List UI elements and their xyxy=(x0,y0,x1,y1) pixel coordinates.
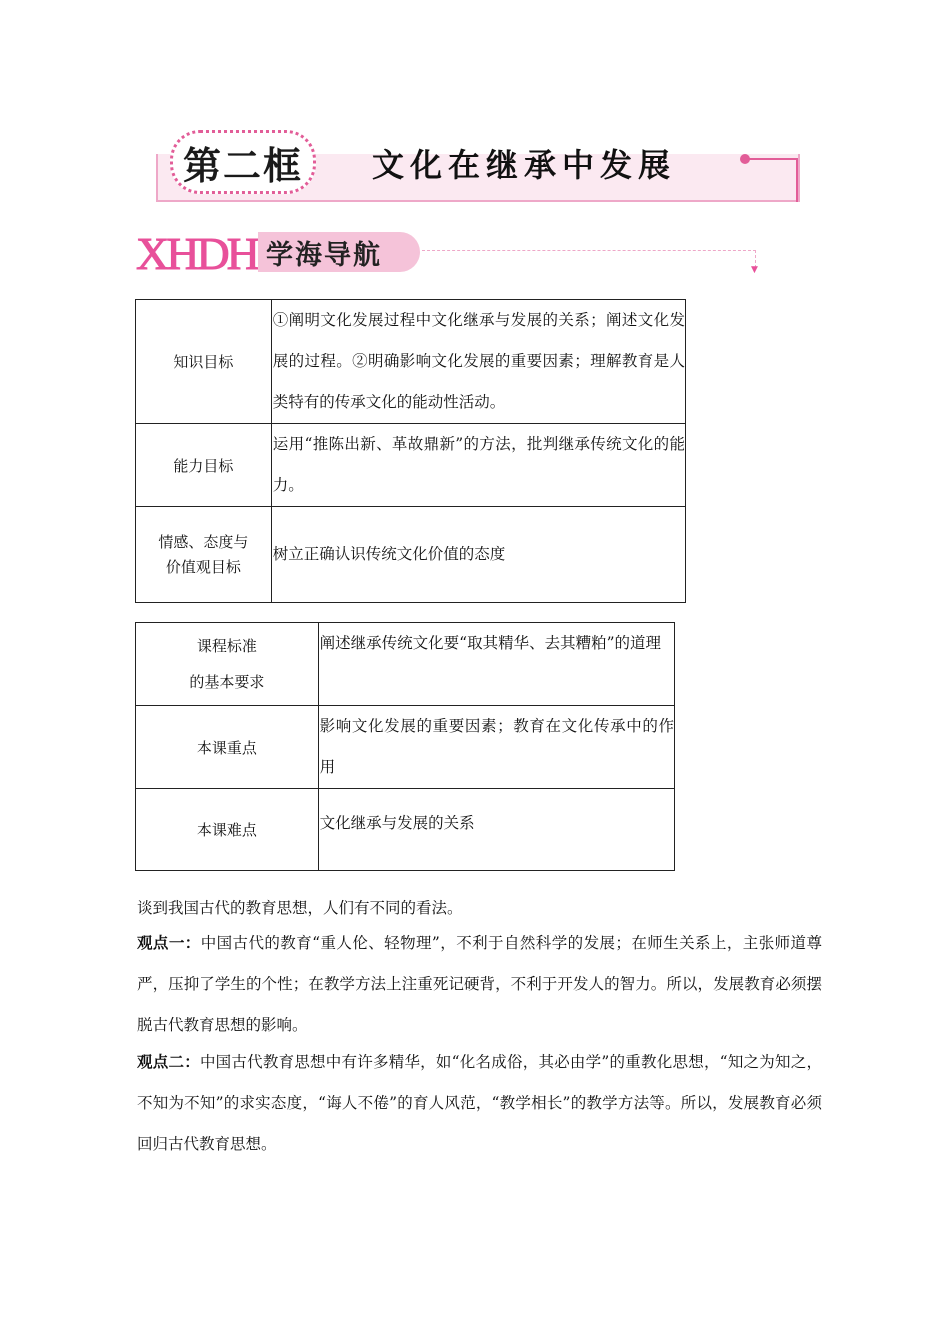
row-content: 文化继承与发展的关系 xyxy=(318,789,674,871)
nav-label: 学海导航 xyxy=(266,239,382,271)
arrow-down-icon: ▼ xyxy=(751,265,758,275)
table-row xyxy=(136,706,675,789)
table-row xyxy=(136,300,686,424)
section-title: 文化在继承中发展 xyxy=(372,146,677,184)
xhdh-nav-header xyxy=(136,228,766,279)
row-label-line: 的基本要求 xyxy=(189,673,265,691)
objectives-table xyxy=(135,299,686,603)
banner-right-stem xyxy=(796,158,798,202)
table-row xyxy=(136,623,675,706)
nav-dashed-line xyxy=(422,250,756,251)
row-label xyxy=(136,623,319,706)
table-row xyxy=(136,507,686,603)
viewpoint-one-paragraph xyxy=(137,923,822,1046)
row-label: 知识目标 xyxy=(136,300,272,424)
row-content: 影响文化发展的重要因素；教育在文化传承中的作用 xyxy=(318,706,674,789)
viewpoint-one-text: 中国古代的教育“重人伦、轻物理”，不利于自然科学的发展；在师生关系上，主张师道尊严，压抑了学生的个性；在教学方法上注重死记硬背，不利于开发人的智力。所以，发展教育必须摆脱古代教育思想的影响。 xyxy=(137,934,822,1034)
row-content: ①阐明文化发展过程中文化继承与发展的关系；阐述文化发展的过程。②明确影响文化发展的重要因素；理解教育是人类特有的传承文化的能动性活动。 xyxy=(271,300,685,424)
curriculum-table xyxy=(135,622,675,871)
section-banner xyxy=(152,128,800,204)
viewpoint-one-label: 观点一： xyxy=(137,934,201,952)
row-content: 运用“推陈出新、革故鼎新”的方法，批判继承传统文化的能力。 xyxy=(271,424,685,507)
table-row xyxy=(136,789,675,871)
viewpoint-two-paragraph xyxy=(137,1042,822,1165)
viewpoint-two-text: 中国古代教育思想中有许多精华，如“化名成俗，其必由学”的重教化思想，“知之为知之，不知为不知”的求实态度，“诲人不倦”的育人风范，“教学相长”的教学方法等。所以，发展教育必须回归古代教育思想。 xyxy=(137,1053,822,1153)
row-label-line: 价值观目标 xyxy=(165,557,241,576)
row-content: 树立正确认识传统文化价值的态度 xyxy=(271,507,685,603)
row-label-line: 课程标准 xyxy=(196,637,257,655)
section-badge: 第二框 xyxy=(170,130,316,194)
banner-dot-icon xyxy=(740,154,750,164)
nav-pill xyxy=(258,232,420,272)
row-label: 本课难点 xyxy=(136,789,319,871)
row-label: 能力目标 xyxy=(136,424,272,507)
row-label-line: 情感、态度与 xyxy=(158,532,249,551)
row-content: 阐述继承传统文化要“取其精华、去其糟粕”的道理 xyxy=(318,623,674,706)
row-label: 本课重点 xyxy=(136,706,319,789)
xhdh-logo: XHDH xyxy=(136,228,257,279)
banner-right-line xyxy=(748,158,798,160)
intro-paragraph: 谈到我国古代的教育思想，人们有不同的看法。 xyxy=(137,899,463,917)
row-label xyxy=(136,507,272,603)
viewpoint-two-label: 观点二： xyxy=(137,1053,200,1071)
table-row xyxy=(136,424,686,507)
